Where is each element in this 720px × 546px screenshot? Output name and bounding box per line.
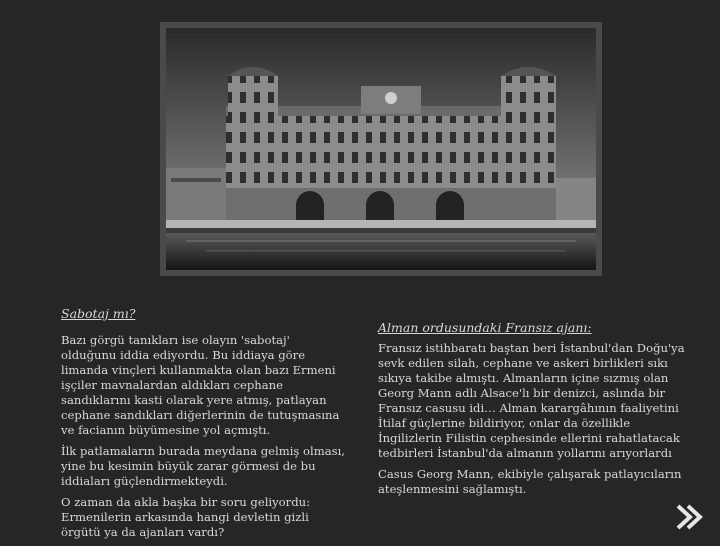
left-column — [61, 306, 347, 546]
chevron-double-right-icon — [672, 502, 708, 532]
right-column-heading: Alman ordusundaki Fransız ajanı: — [378, 320, 592, 335]
historic-building-photo — [166, 28, 596, 270]
next-slide-button[interactable] — [672, 502, 708, 532]
left-paragraph-3: O zaman da akla başka bir soru geliyordu: Ermenilerin arkasında hangi devletin gizli örgütü ya da ajanları vardı? — [61, 495, 310, 539]
left-column-heading: Sabotaj mı? — [61, 306, 136, 321]
photo-frame — [160, 22, 602, 276]
right-paragraph-1: Fransız istihbaratı baştan beri İstanbul'dan Doğu'ya sevk edilen silah, cephane ve askeri birlikleri sıkı sıkıya takibe almıştı. Almanların içine sızmış olan Georg Mann adlı Alsace'lı bir denizci, aslında bir Fransız casusu idi… Alman karargâhının faaliyetini İtilaf güçlerine bildiriyor, onlar da özellikle İngilizlerin Filistin cephesinde ellerini rahatlatacak tedbirleri İstanbul'da almanın yollarını arıyorlardı — [378, 341, 685, 460]
right-column — [378, 320, 696, 503]
left-paragraph-2: İlk patlamaların burada meydana gelmiş olması, yine bu kesimin büyük zarar görmesi de bu iddiaları güçlendirmekteydi. — [61, 444, 345, 488]
left-paragraph-1: Bazı görgü tanıkları ise olayın 'sabotaj' olduğunu iddia ediyordu. Bu iddiaya göre limanda vinçleri kullanmakta olan bazı Ermeni işçiler mavnalardan aldıkları cephane sandıklarını kasti olarak yere atmış, patlayan cephane sandıkları diğerlerinin de tutuşmasına ve facianın büyümesine yol açmıştı. — [61, 333, 340, 437]
right-paragraph-2: Casus Georg Mann, ekibiyle çalışarak patlayıcıların ateşlenmesini sağlamıştı. — [378, 467, 682, 496]
